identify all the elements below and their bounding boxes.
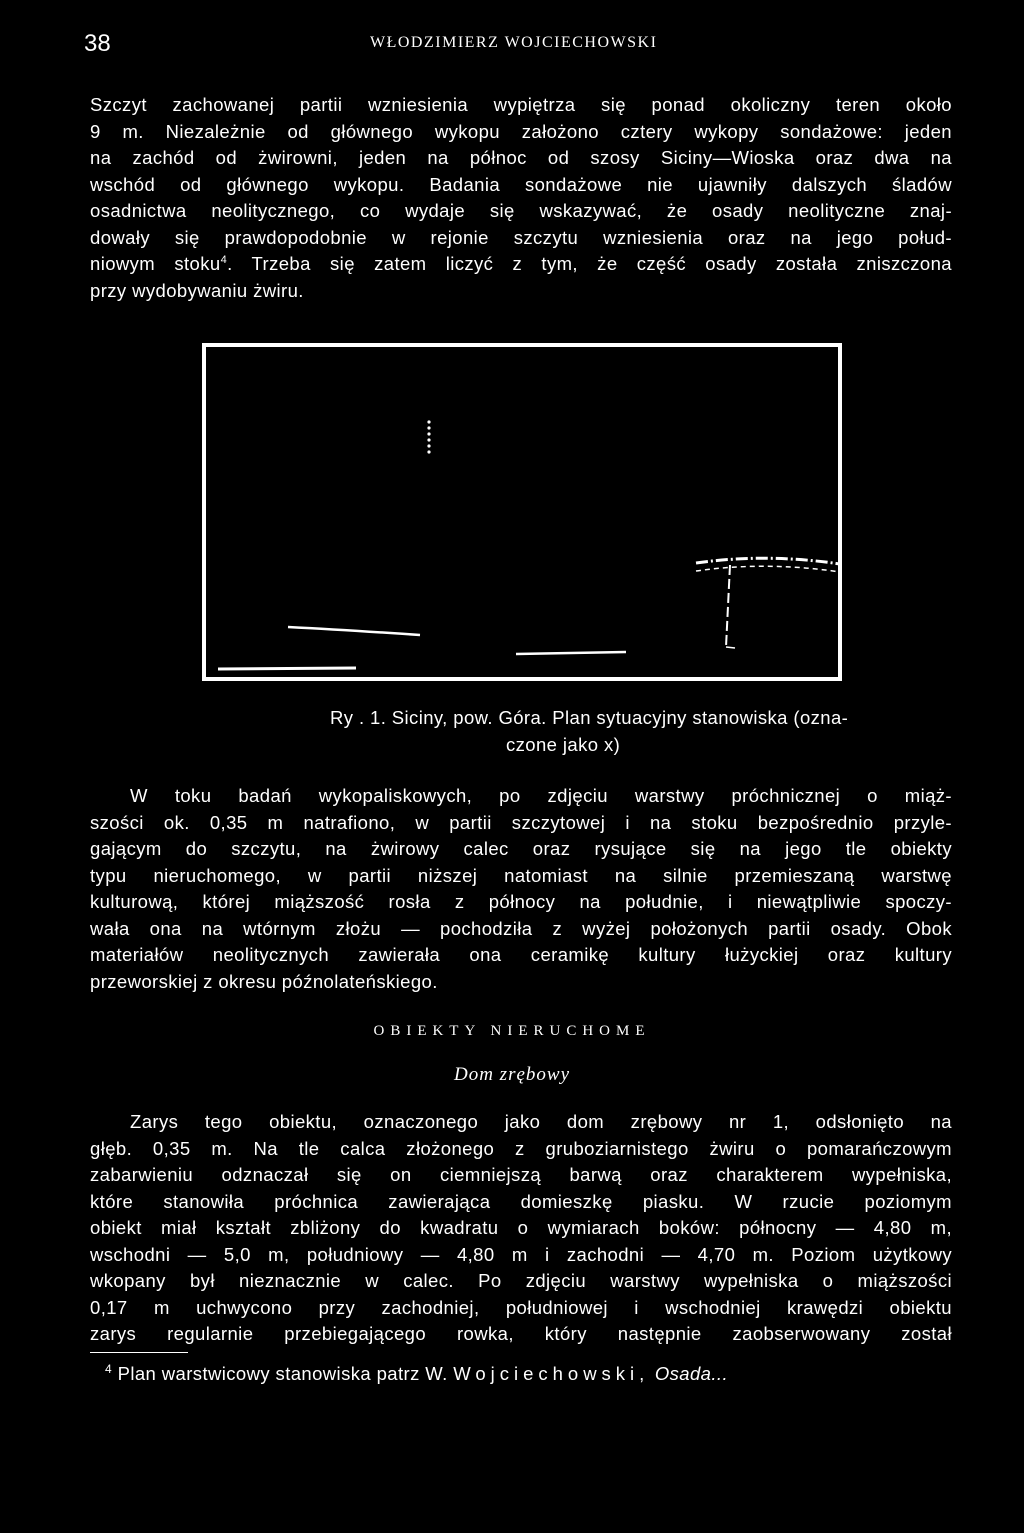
text-fragment: . Trzeba się zatem liczyć z tym, że część osady została zniszczona bbox=[227, 253, 952, 274]
site-plan-figure bbox=[202, 343, 842, 681]
text-line: obiekt miał kształt zbliżony do kwadratu o wymiarach boków: północny — 4,80 m, bbox=[90, 1217, 952, 1238]
text-line: zabarwieniu odznaczał się on ciemniejszą barwą oraz charakterem wypełniska, bbox=[90, 1164, 952, 1185]
text-line: wkopany był nieznacznie w calec. Po zdjęciu warstwy wypełniska o miąższości bbox=[90, 1270, 952, 1291]
text-line: 0,17 m uchwycono przy zachodniej, południowej i wschodniej krawędzi obiektu bbox=[90, 1296, 952, 1318]
caption-line: Ry . 1. Siciny, pow. Góra. Plan sytuacyjny stanowiska (ozna- bbox=[330, 707, 849, 728]
text-line: wschodni — 5,0 m, południowy — 4,80 m i zachodni — 4,70 m. Poziom użytkowy bbox=[90, 1243, 952, 1265]
site-marker-dots bbox=[427, 420, 430, 453]
text-line: gającym do szczytu, na żwirowy calec oraz rysujące się na jego tle obiekty bbox=[90, 838, 952, 859]
site-plan-drawing bbox=[206, 347, 838, 677]
text-line: szości ok. 0,35 m natrafiono, w partii szczytowej i na stoku bezpośrednio przyle- bbox=[90, 811, 952, 833]
footnote-number: 4 bbox=[105, 1361, 113, 1376]
paragraph-3 bbox=[90, 1109, 952, 1348]
section-heading: OBIEKTY NIERUCHOME bbox=[373, 1023, 651, 1039]
paragraph-1 bbox=[90, 92, 952, 304]
footnote bbox=[105, 1363, 728, 1385]
footnote-reference: 4 bbox=[220, 253, 228, 266]
text-line: na zachód od żwirowni, jeden na północ od szosy Siciny—Wioska oraz dwa na bbox=[90, 147, 952, 168]
text-fragment: niowym stoku bbox=[90, 253, 221, 274]
terrain-lines bbox=[218, 558, 838, 669]
text-line: dowały się prawdopodobnie w rejonie szczytu wzniesienia oraz na jego połud- bbox=[90, 226, 952, 248]
text-line: zarys regularnie przebiegającego rowka, który następnie zaobserwowany został bbox=[90, 1323, 952, 1344]
footnote-rule bbox=[90, 1352, 188, 1353]
text-line-with-footnote bbox=[90, 251, 952, 278]
text-line: materiałów neolitycznych zawierała ona ceramikę kultury łużyckiej oraz kultury bbox=[90, 944, 952, 965]
figure-caption bbox=[330, 704, 850, 758]
paragraph-2 bbox=[90, 783, 952, 995]
text-line: wała ona na wtórnym złożu — pochodziła z wyżej położonych partii osady. Obok bbox=[90, 917, 952, 939]
footnote-title: Osada... bbox=[649, 1363, 728, 1384]
text-line: typu nieruchomego, w partii niższej natomiast na silnie przemieszaną warstwę bbox=[90, 864, 952, 886]
text-line: osadnictwa neolitycznego, co wydaje się wskazywać, że osady neolityczne znaj- bbox=[90, 200, 952, 221]
text-line: 9 m. Niezależnie od głównego wykopu założono cztery wykopy sondażowe: jeden bbox=[90, 120, 952, 142]
footnote-text: Plan warstwicowy stanowiska patrz W. bbox=[112, 1363, 454, 1384]
page-number: 38 bbox=[84, 30, 111, 57]
text-line: kulturową, której miąższość rosła z północy na południe, i niewątpliwie spoczy- bbox=[90, 891, 952, 912]
footnote-author: Wojciechowski, bbox=[453, 1363, 650, 1384]
text-line: głęb. 0,35 m. Na tle calca złożonego z gruboziarnistego żwiru o pomarańczowym bbox=[90, 1137, 952, 1159]
text-line: Szczyt zachowanej partii wzniesienia wypiętrza się ponad okoliczny teren około bbox=[90, 94, 952, 115]
text-line: W toku badań wykopaliskowych, po zdjęciu warstwy próchnicznej o miąż- bbox=[130, 785, 952, 806]
section-subheading: Dom zrębowy bbox=[453, 1064, 571, 1085]
running-head: WŁODZIMIERZ WOJCIECHOWSKI bbox=[370, 34, 658, 51]
text-line: przeworskiej z okresu późnolateńskiego. bbox=[90, 970, 438, 992]
text-line: Zarys tego obiektu, oznaczonego jako dom zrębowy nr 1, odsłonięto na bbox=[130, 1111, 952, 1132]
text-line: które stanowiła próchnica zawierająca domieszkę piasku. W rzucie poziomym bbox=[90, 1190, 952, 1212]
caption-line: czone jako x) bbox=[506, 734, 621, 755]
text-line: przy wydobywaniu żwiru. bbox=[90, 279, 304, 301]
text-line: wschód od głównego wykopu. Badania sondażowe nie ujawniły dalszych śladów bbox=[90, 173, 952, 195]
